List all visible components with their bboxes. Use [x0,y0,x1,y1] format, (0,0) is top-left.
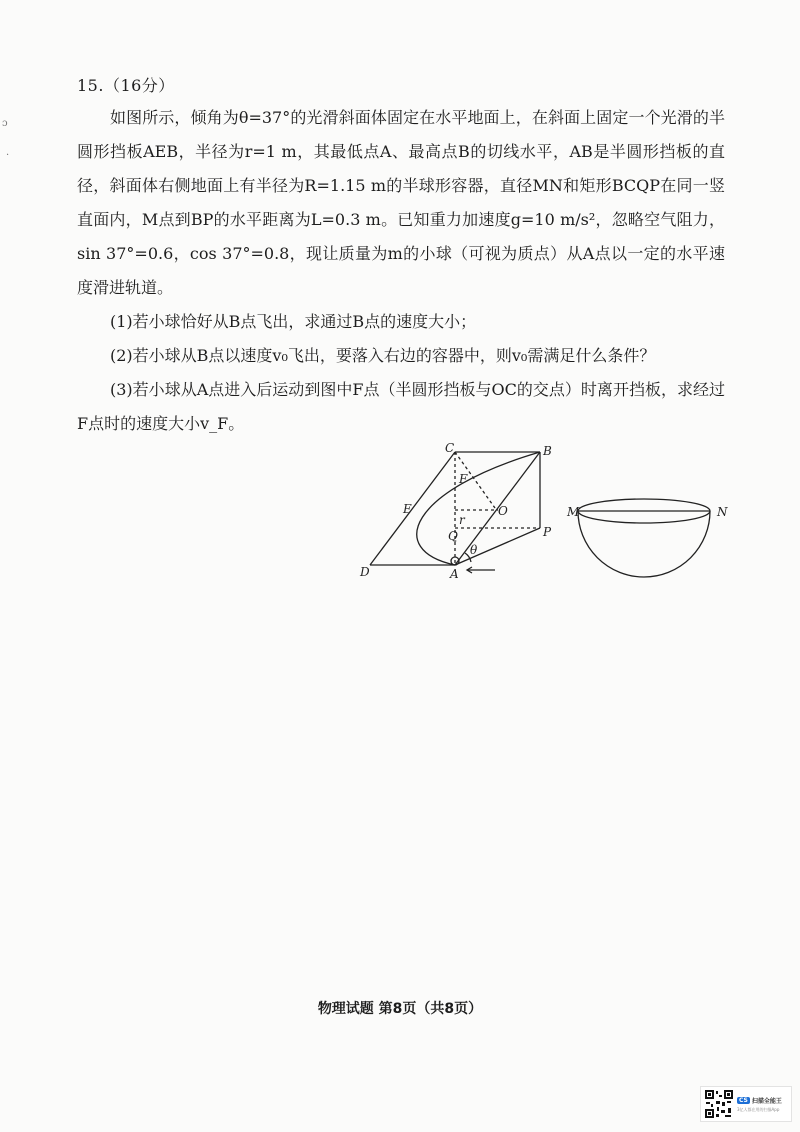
badge-subtitle: 3亿人都在用的扫描App [737,1106,780,1112]
question-3: (3)若小球从A点进入后运动到图中F点（半圆形挡板与OC的交点）时离开挡板，求经过F点时的速度大小v_F。 [77,380,725,433]
label-A: A [450,567,459,581]
scan-mark: · [6,150,10,161]
scanner-badge [700,1086,792,1122]
page-footer: 物理试题 第8页（共8页） [317,1001,483,1017]
label-N: N [717,505,728,519]
scan-mark: ɔ [2,118,8,129]
label-theta: θ [470,543,478,557]
physics-diagram [355,440,735,590]
label-E: E [403,502,412,516]
label-B: B [543,444,552,458]
badge-title: 扫描全能王 [751,1097,782,1105]
label-Q: Q [448,529,458,543]
qr-code-icon [704,1089,734,1119]
problem-intro: 如图所示，倾角为θ=37°的光滑斜面体固定在水平地面上，在斜面上固定一个光滑的半圆形挡板AEB，半径为r=1 m，其最低点A、最高点B的切线水平，AB是半圆形挡板的直径，斜面体右侧地面上有半径为R=1.15 m的半球形容器，直径MN和矩形BCQP在同一竖直面内，M点到BP的水平距离为L=0.3 m。已知重力加速度g=10 m/s²，忽略空气阻力，sin 37°=0.6，cos 37°=0.8，现让质量为m的小球（可视为质点）从A点以一定的水平速度滑进轨道。 [77,108,725,297]
label-M: M [567,505,580,519]
label-O: O [498,504,508,518]
cs-logo: CS [739,1096,748,1104]
label-C: C [445,441,455,455]
label-r: r [459,513,465,527]
label-F: F [459,472,468,486]
label-D: D [360,565,370,579]
question-2: (2)若小球从B点以速度v₀飞出，要落入右边的容器中，则v₀需满足什么条件？ [110,346,656,365]
question-1: (1)若小球恰好从B点飞出，求通过B点的速度大小； [110,312,477,331]
question-number: 15.（16分） [77,76,175,95]
label-P: P [543,525,552,539]
hemisphere-container [578,499,710,577]
incline-block [370,452,540,573]
